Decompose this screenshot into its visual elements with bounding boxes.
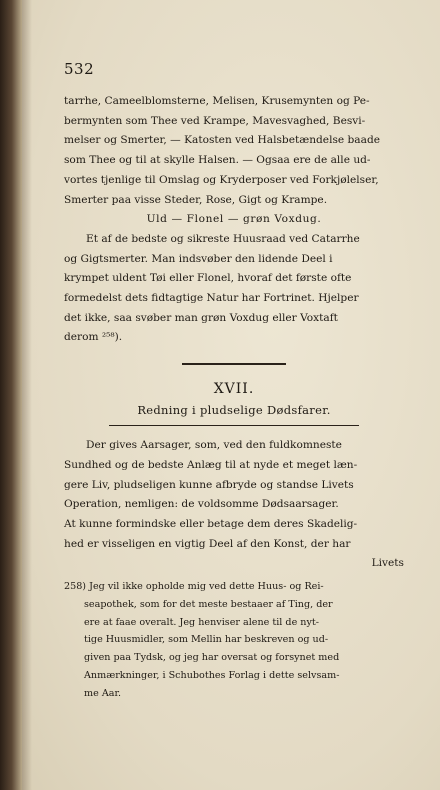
text-line: krympet uldent Tøi eller Flonel, hvoraf det første ofte <box>64 272 352 285</box>
page-content <box>64 60 404 703</box>
text-line: og Gigtsmerter. Man indsvøber den lidende Deel i <box>64 252 333 265</box>
text-line: hed er visseligen en vigtig Deel af den Konst, der har <box>64 537 351 550</box>
paragraph-dangers <box>64 436 404 574</box>
page-gutter-shadow <box>22 0 32 790</box>
catchword: Livets <box>371 557 404 570</box>
paragraph-herbs <box>64 92 404 230</box>
footnote-line: me Aar. <box>84 687 122 699</box>
text-line: Smerter paa visse Steder, Rose, Gigt og Krampe. <box>64 193 328 206</box>
section-divider <box>182 363 286 365</box>
text-line: Et af de bedste og sikreste Huusraad ved Catarrhe <box>86 232 360 245</box>
chapter-number: XVII. <box>213 381 255 398</box>
text-line: derom ²⁵⁸). <box>64 331 123 344</box>
footnote-line: given paa Tydsk, og jeg har oversat og forsynet med <box>84 652 340 664</box>
text-line: bermynten som Thee ved Krampe, Mavesvaghed, Besvi- <box>64 114 366 127</box>
footnote-line: tige Huusmidler, som Mellin har beskreven og ud- <box>84 634 329 646</box>
text-line: Operation, nemligen: de voldsomme Dødsaarsager. <box>64 498 339 511</box>
footnote <box>64 578 404 703</box>
text-line: formedelst dets fidtagtige Natur har Fortrinet. Hjelper <box>64 292 359 305</box>
section-heading-wool: Uld — Flonel — grøn Voxdug. <box>146 213 322 226</box>
text-line: det ikke, saa svøber man grøn Voxdug eller Voxtaft <box>64 311 338 324</box>
footnote-line: ere at faae overalt. Jeg henviser alene til de nyt- <box>84 616 319 628</box>
text-line: gere Liv, pludseligen kunne afbryde og standse Livets <box>64 478 354 491</box>
text-line: melser og Smerter, — Katosten ved Halsbetændelse baade <box>64 134 380 147</box>
text-line: At kunne formindske eller betage dem deres Skadelig- <box>64 517 358 530</box>
footnote-line: seapothek, som for det meste bestaaer af Ting, der <box>84 598 333 610</box>
text-line: Sundhed og de bedste Anlæg til at nyde et meget læn- <box>64 458 358 471</box>
text-line: Der gives Aarsager, som, ved den fuldkomneste <box>86 439 342 452</box>
footnote-line: 258) Jeg vil ikke opholde mig ved dette Huus- og Rei- <box>64 581 324 593</box>
footnote-line: Anmærkninger, i Schubothes Forlag i dette selvsam- <box>84 670 340 682</box>
paragraph-wool <box>64 230 404 348</box>
page-number: 532 <box>64 60 95 78</box>
text-line: tarrhe, Cameelblomsterne, Melisen, Krusemynten og Pe- <box>64 95 370 107</box>
title-underline <box>109 425 359 426</box>
text-line: som Thee og til at skylle Halsen. — Ogsaa ere de alle ud- <box>64 154 371 167</box>
text-line: vortes tjenlige til Omslag og Kryderposer ved Forkjølelser, <box>64 173 379 186</box>
chapter-title: Redning i pludselige Dødsfarer. <box>137 403 331 418</box>
